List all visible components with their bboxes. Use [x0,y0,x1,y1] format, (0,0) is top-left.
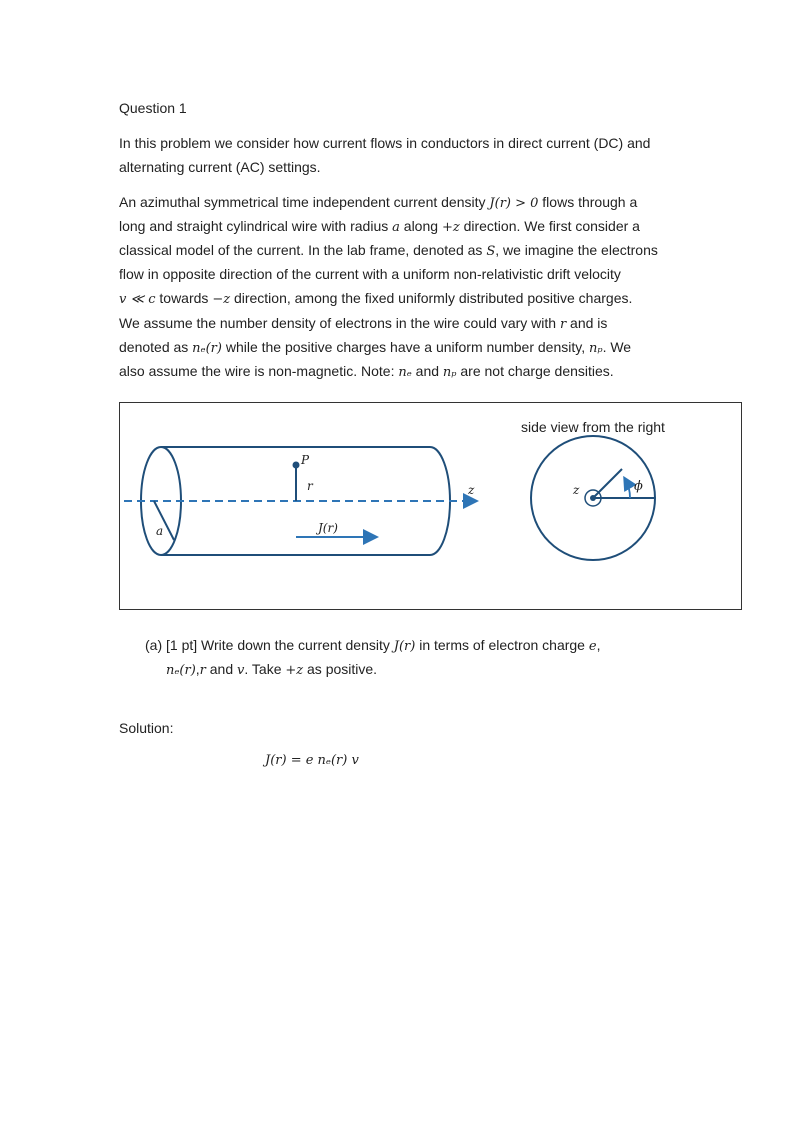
label-J: J(r) [318,521,338,535]
solution-equation: J(r) = e nₑ(r) v [265,753,359,768]
question-title: Question 1 [119,100,187,116]
intro-line-1: In this problem we consider how current flows in conductors in direct current (DC) and [119,135,651,151]
paragraph-line-7: denoted as nₑ(r) while the positive charges have a uniform number density, nₚ. We [119,339,632,356]
paragraph-line-4: flow in opposite direction of the current with a uniform non-relativistic drift velocity [119,266,621,282]
phi-arrow [625,479,630,498]
side-view-r-line [593,469,622,498]
label-a: a [156,524,164,538]
label-phi: ϕ [634,479,643,494]
point-P [293,462,300,469]
paragraph-line-3: classical model of the current. In the lab frame, denoted as S, we imagine the electrons [119,242,658,259]
label-P: P [301,453,310,467]
part-a-line-1: (a) [1 pt] Write down the current density J(r) in terms of electron charge e, [145,637,601,654]
paragraph-line-5: v ≪ c towards −z direction, among the fixed uniformly distributed positive charges. [119,290,633,307]
cylinder-left-end [141,447,181,555]
side-view [531,436,655,560]
paragraph-line-8: also assume the wire is non-magnetic. Note: nₑ and nₚ are not charge densities. [119,363,614,380]
label-r: r [307,479,313,493]
intro-line-2: alternating current (AC) settings. [119,159,321,175]
wire-diagram [120,403,743,611]
paragraph-line-1: An azimuthal symmetrical time independent current density J(r) > 0 flows through a [119,194,638,211]
paragraph-line-6: We assume the number density of electrons in the wire could vary with r and is [119,315,608,332]
label-z-side: z [573,483,580,497]
paragraph-line-2: long and straight cylindrical wire with radius a along +z direction. We first consider a [119,218,640,235]
label-z: z [468,483,475,497]
part-a-line-2: nₑ(r),r and v. Take +z as positive. [166,661,378,678]
wire-figure [119,402,742,610]
side-view-label: side view from the right [521,419,665,435]
solution-label: Solution: [119,720,174,736]
